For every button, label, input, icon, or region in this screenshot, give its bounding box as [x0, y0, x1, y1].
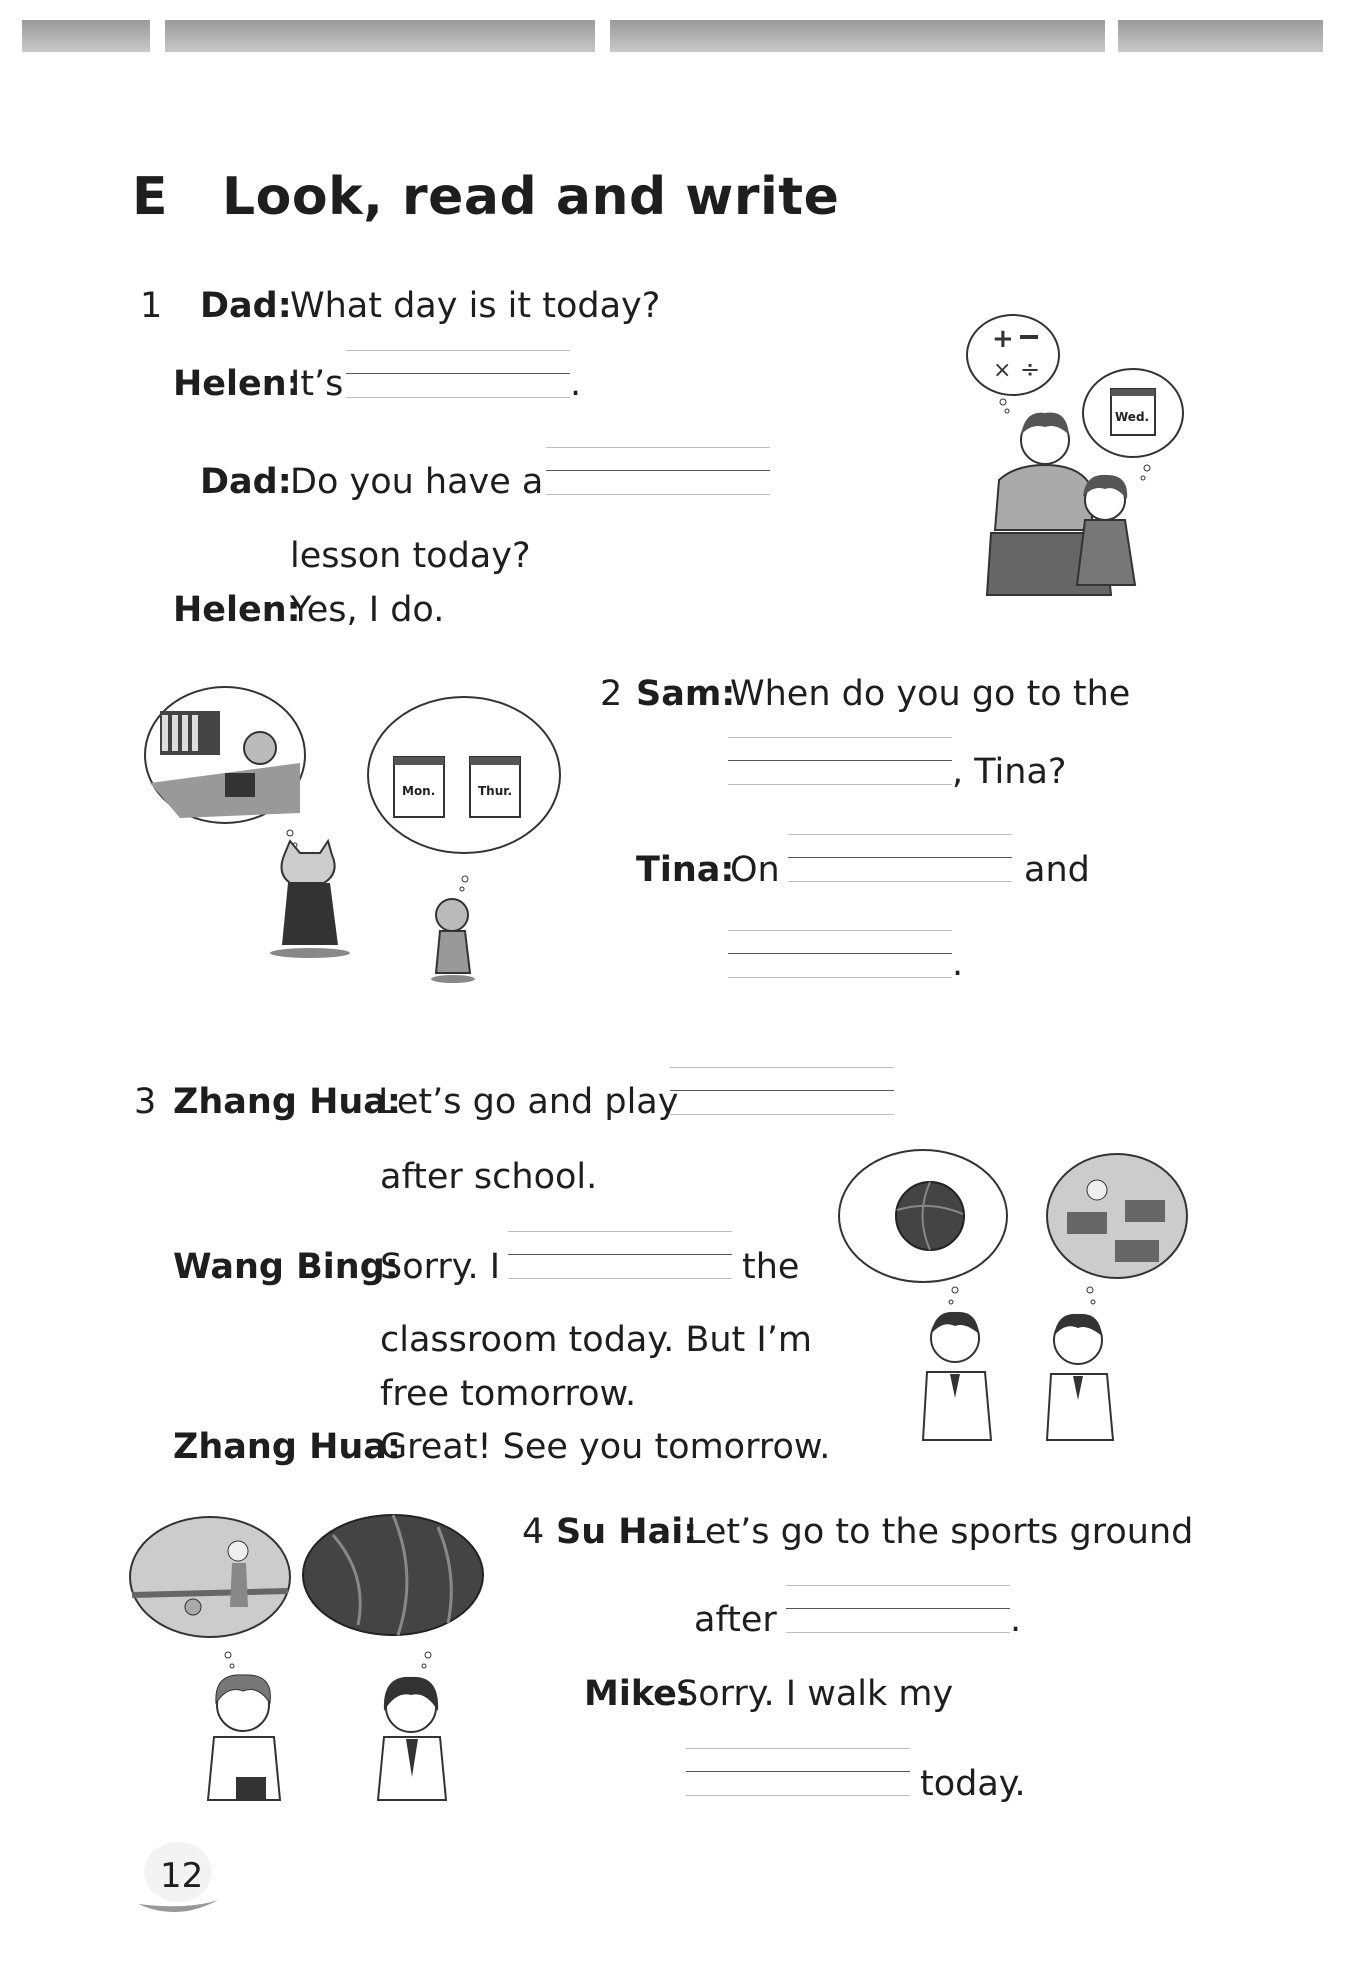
section-title: Look, read and write — [222, 167, 840, 227]
dialogue-text: classroom today. But I’m — [380, 1320, 812, 1360]
dialogue-text: lesson today? — [290, 536, 531, 576]
dialogue-text: On — [730, 850, 780, 890]
section-letter: E — [132, 167, 169, 227]
dialogue-text: Do you have a — [290, 462, 544, 502]
weekday-label: Thur. — [478, 784, 513, 798]
dialogue-text: the — [742, 1247, 800, 1287]
dialogue-text: Sorry. I walk my — [676, 1674, 954, 1714]
dialogue-text: free tomorrow. — [380, 1374, 637, 1414]
dialogue-text: and — [1024, 850, 1090, 890]
dialogue-text: Let’s go and play — [378, 1082, 679, 1122]
answer-blank[interactable] — [786, 1585, 1010, 1633]
svg-text:÷: ÷ — [1020, 355, 1041, 383]
speaker-label: Dad: — [200, 462, 292, 502]
question-number: 3 — [134, 1082, 157, 1122]
suhai-mike-illustration — [128, 1515, 488, 1805]
speaker-label: Su Hai: — [556, 1512, 698, 1552]
answer-blank[interactable] — [728, 930, 952, 978]
cat-mouse-illustration — [140, 683, 560, 993]
question-number: 1 — [140, 286, 163, 326]
punctuation: . — [952, 944, 964, 984]
header-band — [610, 20, 1105, 52]
page-number-badge — [138, 1838, 230, 1918]
speaker-label: Helen: — [173, 364, 301, 404]
speaker-label: Dad: — [200, 286, 292, 326]
punctuation: . — [570, 364, 582, 404]
svg-text:×: × — [993, 358, 1012, 383]
page-number: 12 — [160, 1856, 204, 1896]
punctuation: . — [1010, 1600, 1022, 1640]
dialogue-text: Let’s go to the sports ground — [686, 1512, 1194, 1552]
dialogue-text: Sorry. I — [380, 1247, 501, 1287]
dialogue-text: What day is it today? — [290, 286, 661, 326]
dialogue-text: , Tina? — [952, 752, 1067, 792]
speaker-label: Tina: — [636, 850, 735, 890]
dialogue-text: today. — [920, 1764, 1026, 1804]
dialogue-text: Great! See you tomorrow. — [380, 1427, 831, 1467]
speaker-label: Zhang Hua: — [173, 1427, 401, 1467]
answer-blank[interactable] — [508, 1231, 732, 1279]
header-band — [22, 20, 150, 52]
dad-helen-illustration — [965, 305, 1195, 605]
svg-text:+: + — [992, 324, 1014, 354]
dialogue-text: It’s — [290, 364, 344, 404]
speaker-label: Zhang Hua: — [173, 1082, 401, 1122]
answer-blank[interactable] — [686, 1748, 910, 1796]
speaker-label: Helen: — [173, 590, 301, 630]
answer-blank[interactable] — [346, 350, 570, 398]
answer-blank[interactable] — [728, 737, 952, 785]
dialogue-text: after — [694, 1600, 777, 1640]
speaker-label: Sam: — [636, 674, 736, 714]
header-band — [165, 20, 595, 52]
answer-blank[interactable] — [670, 1067, 894, 1115]
dialogue-text: Yes, I do. — [290, 590, 445, 630]
speaker-label: Wang Bing: — [173, 1247, 399, 1287]
dialogue-text: after school. — [380, 1157, 598, 1197]
answer-blank[interactable] — [788, 834, 1012, 882]
header-band — [1118, 20, 1323, 52]
question-number: 4 — [522, 1512, 545, 1552]
dialogue-text: When do you go to the — [730, 674, 1131, 714]
answer-blank[interactable] — [546, 447, 770, 495]
weekday-label: Wed. — [1115, 410, 1150, 424]
boys-basketball-illustration — [835, 1140, 1215, 1445]
question-number: 2 — [600, 674, 623, 714]
speaker-label: Mike: — [584, 1674, 691, 1714]
weekday-label: Mon. — [402, 784, 436, 798]
